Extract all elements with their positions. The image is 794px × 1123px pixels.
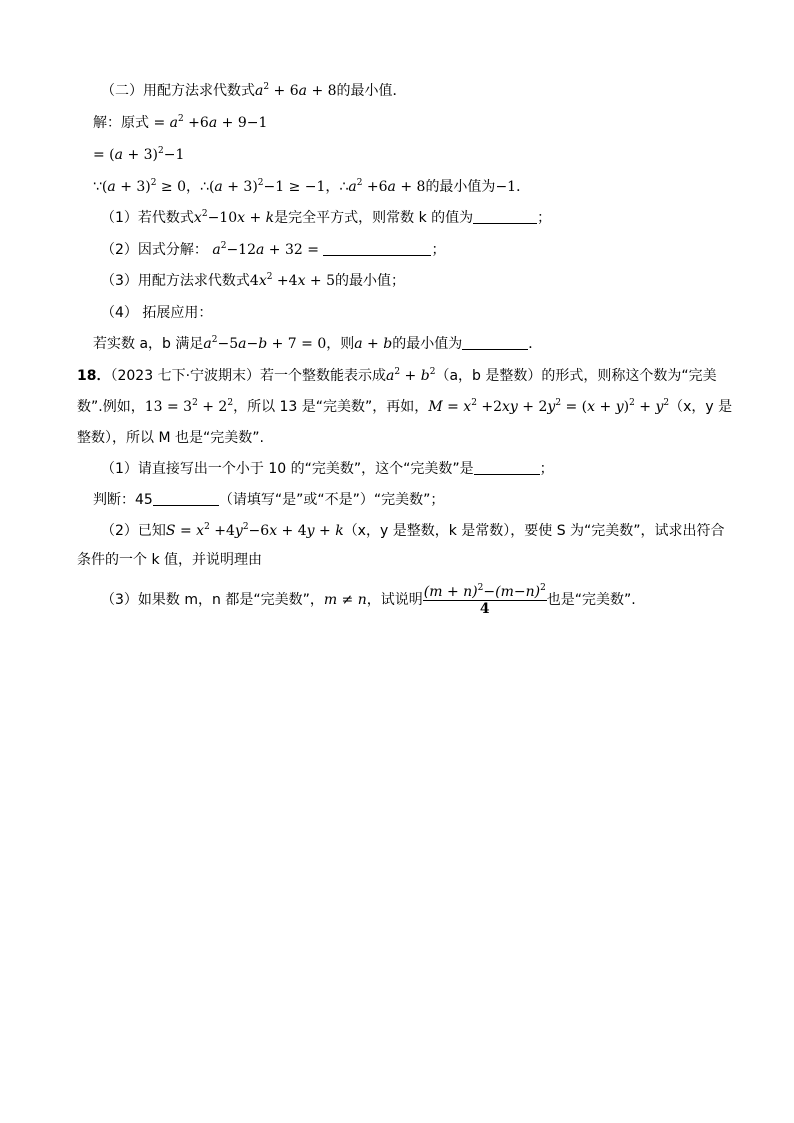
answer-blank-18-1[interactable] xyxy=(474,460,540,475)
because-symbol: ∵ xyxy=(93,179,102,195)
therefore-symbol: ∴ xyxy=(200,179,209,195)
problem-number: 18． xyxy=(77,368,111,384)
part2-title-text: （二）用配方法求代数式 xyxy=(101,83,255,99)
part2-title: （二）用配方法求代数式$a^2 + 6a + 8$的最小值． xyxy=(101,82,407,99)
answer-blank-2[interactable] xyxy=(323,241,431,256)
solution-line-1: 解：原式 = $a^2 +6a + 9-1$ xyxy=(93,114,268,131)
question-3: （3）用配方法求代数式$4x^2 +4x + 5$的最小值； xyxy=(101,272,406,289)
problem-18-judge: 判断：45 （请填写“是”或“不是”）“完美数”； xyxy=(93,492,445,508)
answer-blank-4[interactable] xyxy=(462,335,528,350)
question-4: （4） 拓展应用： xyxy=(101,305,213,321)
solution-line-3: ∵(a + 3)$^2$ ≥ 0，∴(a + 3)$^2$−1 ≥ −1，$\therefore a^2 +6a + 8$的最小值为−1． xyxy=(93,178,531,195)
part2-title-tail: 的最小值． xyxy=(336,83,407,99)
fraction-expression: $\frac{(m + n)^2-(m-n)^2}{4}$ xyxy=(423,582,546,617)
question-2: （2）因式分解： $a^2-12a + 32$ = ； xyxy=(101,241,446,258)
therefore-symbol: ∴ xyxy=(339,179,349,195)
problem-18-question-2: （2）已知$S = x^2 +4y^2-6x + 4y + k(x$，y 是整数，k 是常数），要使 S 为“完美数”，试求出符合 xyxy=(101,522,725,539)
problem-18-line-1: 18．（2023 七下·宁波期末）若一个整数能表示成$a^2 + b^2(a$，b 是整数）的形式，则称这个数为“完美 xyxy=(77,367,717,384)
problem-18-line-2: 数”.例如，$13 = 3^2 + 2^2$，所以 13 是“完美数”，再如，$M = x^2 +2xy + 2y^2 = (x + y)^2 + y^2(x$，y 是 xyxy=(77,398,733,415)
question-4-body: 若实数 a，b 满足$a^2-5a-b + 7 = 0$，则a + b的最小值为 ． xyxy=(93,335,543,352)
problem-18-question-2-cont: 条件的一个 k 值，并说明理由 xyxy=(77,552,263,568)
problem-18-question-1: （1）请直接写出一个小于 10 的“完美数”，这个“完美数”是 ； xyxy=(101,461,554,477)
answer-blank-1[interactable] xyxy=(473,209,537,224)
problem-18-question-3: （3）如果数 m，n 都是“完美数”，m ≠ n，试说明 $\frac{(m + n)^2-(m-n)^2}{4}$ 也是“完美数”. xyxy=(101,582,636,617)
solution-label: 解：原式 xyxy=(93,115,149,131)
solution-line-2: = $(a + 3)^2-1$ xyxy=(93,146,185,163)
problem-source: （2023 七下·宁波期末） xyxy=(110,368,261,384)
problem-18-line-3: 整数），所以 M 也是“完美数”. xyxy=(77,430,264,446)
question-1: （1）若代数式$x^2-10x + k$是完全平方式，则常数 k 的值为 ； xyxy=(101,209,552,226)
answer-blank-18-judge[interactable] xyxy=(153,491,219,506)
